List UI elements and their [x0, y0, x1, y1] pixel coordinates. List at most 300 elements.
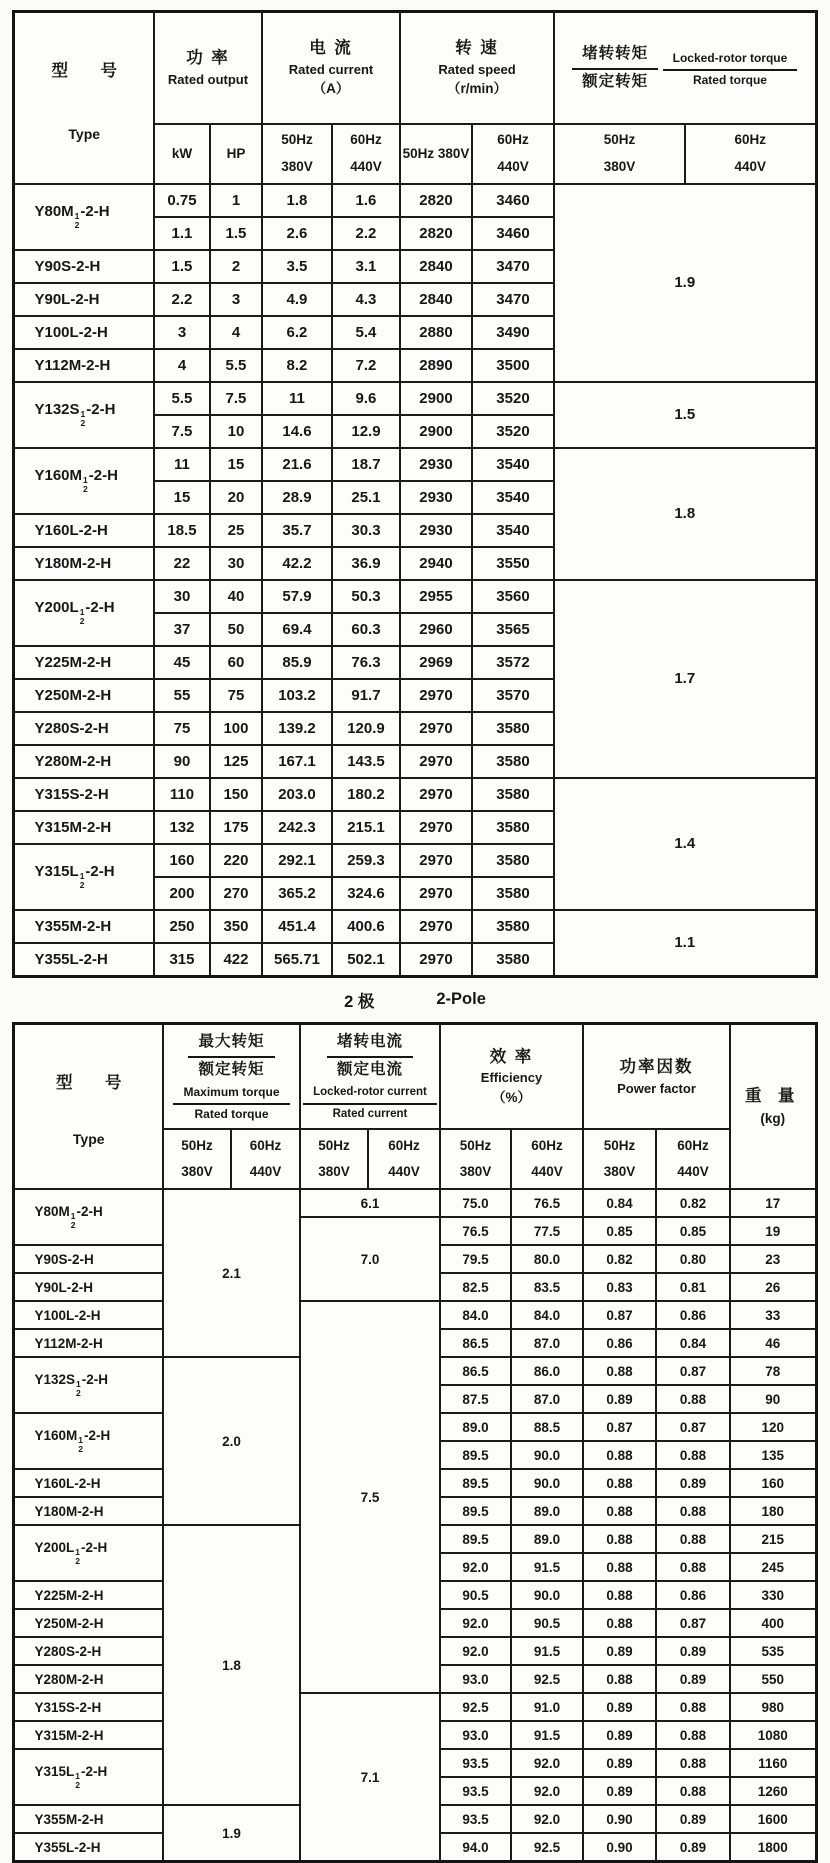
power-factor-50hz-cell: 0.84 [583, 1189, 656, 1217]
speed-60hz-cell: 3580 [472, 811, 554, 844]
torque-ratio-en-numerator: Locked-rotor torque [663, 50, 798, 71]
model-name-text: Y250M-2-H [34, 687, 111, 704]
output-hp-cell: 75 [210, 679, 262, 712]
current-60hz-cell: 215.1 [332, 811, 400, 844]
output-kw-cell: 315 [154, 943, 210, 977]
model-name-text: Y315L [34, 863, 78, 880]
efficiency-60hz-cell: 83.5 [511, 1273, 583, 1301]
subheader-lrc-60hz-440v: 60Hz 440V [368, 1129, 440, 1189]
speed-50hz-cell: 2940 [400, 547, 472, 580]
table-row [14, 382, 816, 415]
output-kw-cell: 37 [154, 613, 210, 646]
output-hp-cell: 175 [210, 811, 262, 844]
locked-rotor-torque-ratio-cell: 1.4 [554, 778, 816, 910]
type-column-header [14, 12, 154, 184]
model-name-text: Y132S [34, 401, 79, 418]
weight-kg-cell: 46 [730, 1329, 816, 1357]
current-50hz-cell: 3.5 [262, 250, 332, 283]
subheader-maxtorque-50hz-380v: 50Hz 380V [163, 1129, 231, 1189]
model-name-text: Y200L [34, 1540, 74, 1555]
locked-rotor-torque-ratio-header [554, 12, 816, 124]
weight-kg-cell: 1160 [730, 1749, 816, 1777]
output-hp-cell: 40 [210, 580, 262, 613]
speed-50hz-cell: 2955 [400, 580, 472, 613]
current-50hz-cell: 14.6 [262, 415, 332, 448]
rated-output-label-en: Rated output [155, 71, 261, 89]
speed-50hz-cell: 2930 [400, 448, 472, 481]
power-factor-50hz-cell: 0.88 [583, 1469, 656, 1497]
type-label-cn: 型 号 [15, 59, 153, 84]
model-type-cell [14, 514, 154, 547]
max-torque-ratio-cell: 1.9 [163, 1805, 300, 1862]
locked-rotor-torque-ratio-cell: 1.1 [554, 910, 816, 977]
efficiency-50hz-cell: 89.0 [440, 1413, 511, 1441]
current-50hz-cell: 69.4 [262, 613, 332, 646]
output-hp-cell: 422 [210, 943, 262, 977]
model-name-suffix: -2-H [77, 1204, 103, 1219]
model-size-variant-fraction: 1 2 [76, 1380, 81, 1398]
speed-50hz-cell: 2930 [400, 514, 472, 547]
rated-current-label-en: Rated current [263, 61, 399, 79]
model-size-variant-fraction: 1 2 [75, 1772, 80, 1790]
rated-current-header [262, 12, 400, 124]
power-factor-50hz-cell: 0.89 [583, 1777, 656, 1805]
output-hp-cell: 150 [210, 778, 262, 811]
power-factor-50hz-cell: 0.89 [583, 1637, 656, 1665]
power-factor-60hz-cell: 0.87 [656, 1609, 730, 1637]
speed-50hz-cell: 2890 [400, 349, 472, 382]
efficiency-50hz-cell: 76.5 [440, 1217, 511, 1245]
efficiency-60hz-cell: 84.0 [511, 1301, 583, 1329]
model-name-suffix: -2-H [81, 1540, 107, 1555]
current-50hz-cell: 2.6 [262, 217, 332, 250]
table1-header-main-row [14, 12, 816, 124]
torque-ratio-en-denominator: Rated torque [663, 71, 798, 88]
power-factor-60hz-cell: 0.89 [656, 1637, 730, 1665]
model-name-text: Y200L [34, 599, 78, 616]
model-type-cell [14, 250, 154, 283]
model-type-cell [14, 1637, 163, 1665]
model-name-text: Y225M-2-H [34, 654, 111, 671]
model-name-text: Y90S-2-H [34, 258, 100, 275]
speed-60hz-cell: 3540 [472, 448, 554, 481]
efficiency-60hz-cell: 80.0 [511, 1245, 583, 1273]
locked-rotor-torque-ratio-cell: 1.7 [554, 580, 816, 778]
power-factor-50hz-cell: 0.89 [583, 1693, 656, 1721]
power-factor-60hz-cell: 0.86 [656, 1301, 730, 1329]
power-factor-60hz-cell: 0.81 [656, 1273, 730, 1301]
model-name-text: Y180M-2-H [34, 1504, 103, 1519]
model-name-suffix: -2-H [82, 1372, 108, 1387]
model-type-cell [14, 910, 154, 943]
speed-60hz-cell: 3460 [472, 217, 554, 250]
output-hp-cell: 60 [210, 646, 262, 679]
output-kw-cell: 5.5 [154, 382, 210, 415]
speed-50hz-cell: 2930 [400, 481, 472, 514]
efficiency-50hz-cell: 79.5 [440, 1245, 511, 1273]
pole-caption [0, 978, 830, 1022]
model-type-cell [14, 1581, 163, 1609]
model-size-variant-fraction: 1 2 [81, 410, 86, 428]
output-kw-cell: 55 [154, 679, 210, 712]
model-name-text: Y355L-2-H [34, 951, 107, 968]
current-60hz-cell: 76.3 [332, 646, 400, 679]
model-size-variant-fraction: 1 2 [80, 608, 85, 626]
efficiency-50hz-cell: 89.5 [440, 1441, 511, 1469]
model-type-cell [14, 679, 154, 712]
efficiency-50hz-cell: 86.5 [440, 1357, 511, 1385]
model-name-text: Y315S-2-H [34, 786, 108, 803]
power-factor-60hz-cell: 0.87 [656, 1413, 730, 1441]
current-50hz-cell: 292.1 [262, 844, 332, 877]
output-kw-cell: 22 [154, 547, 210, 580]
output-hp-cell: 270 [210, 877, 262, 910]
power-factor-50hz-cell: 0.85 [583, 1217, 656, 1245]
current-50hz-cell: 57.9 [262, 580, 332, 613]
current-60hz-cell: 12.9 [332, 415, 400, 448]
efficiency-50hz-cell: 92.0 [440, 1609, 511, 1637]
current-50hz-cell: 167.1 [262, 745, 332, 778]
output-hp-cell: 20 [210, 481, 262, 514]
speed-50hz-cell: 2900 [400, 382, 472, 415]
current-60hz-cell: 36.9 [332, 547, 400, 580]
power-factor-50hz-cell: 0.88 [583, 1665, 656, 1693]
table-row [14, 448, 816, 481]
efficiency-60hz-cell: 92.0 [511, 1777, 583, 1805]
power-factor-50hz-cell: 0.89 [583, 1721, 656, 1749]
model-type-cell [14, 1301, 163, 1329]
speed-50hz-cell: 2840 [400, 250, 472, 283]
efficiency-60hz-cell: 89.0 [511, 1525, 583, 1553]
torque-ratio-en-fraction [663, 50, 798, 88]
current-60hz-cell: 50.3 [332, 580, 400, 613]
speed-60hz-cell: 3580 [472, 844, 554, 877]
output-kw-cell: 4 [154, 349, 210, 382]
output-hp-cell: 25 [210, 514, 262, 547]
efficiency-60hz-cell: 88.5 [511, 1413, 583, 1441]
output-hp-cell: 50 [210, 613, 262, 646]
max-torque-ratio-cell: 1.8 [163, 1525, 300, 1805]
subheader-kw: kW [154, 124, 210, 184]
speed-50hz-cell: 2970 [400, 910, 472, 943]
speed-60hz-cell: 3570 [472, 679, 554, 712]
current-50hz-cell: 139.2 [262, 712, 332, 745]
max-torque-cn-fraction [188, 1031, 274, 1081]
power-factor-60hz-cell: 0.89 [656, 1665, 730, 1693]
efficiency-60hz-cell: 90.0 [511, 1469, 583, 1497]
current-50hz-cell: 21.6 [262, 448, 332, 481]
pole-caption-cn: 2 极 [344, 988, 374, 1012]
model-name-text: Y90L-2-H [34, 1280, 93, 1295]
efficiency-50hz-cell: 90.5 [440, 1581, 511, 1609]
type-label-cn: 型 号 [15, 1071, 162, 1096]
subheader-speed-60hz-440v: 60Hz 440V [472, 124, 554, 184]
output-hp-cell: 2 [210, 250, 262, 283]
power-factor-50hz-cell: 0.90 [583, 1805, 656, 1833]
type-label-en: Type [15, 1130, 162, 1150]
output-kw-cell: 15 [154, 481, 210, 514]
current-60hz-cell: 1.6 [332, 184, 400, 217]
model-type-cell [14, 1497, 163, 1525]
speed-60hz-cell: 3565 [472, 613, 554, 646]
power-factor-50hz-cell: 0.88 [583, 1581, 656, 1609]
model-name-text: Y355L-2-H [34, 1840, 100, 1855]
power-factor-50hz-cell: 0.86 [583, 1329, 656, 1357]
model-type-cell [14, 1525, 163, 1581]
table-row [14, 778, 816, 811]
current-60hz-cell: 400.6 [332, 910, 400, 943]
model-size-variant-fraction: 1 2 [78, 1436, 83, 1454]
rated-output-header [154, 12, 262, 124]
current-60hz-cell: 324.6 [332, 877, 400, 910]
power-factor-60hz-cell: 0.80 [656, 1245, 730, 1273]
model-name-text: Y112M-2-H [34, 357, 110, 374]
model-name-suffix: -2-H [81, 1764, 107, 1779]
model-type-cell [14, 1665, 163, 1693]
power-factor-60hz-cell: 0.82 [656, 1189, 730, 1217]
model-size-variant-fraction: 1 2 [75, 1548, 80, 1566]
model-name-suffix: -2-H [89, 467, 118, 484]
rated-speed-label-en: Rated speed [401, 61, 553, 79]
efficiency-60hz-cell: 91.0 [511, 1693, 583, 1721]
weight-kg-cell: 120 [730, 1413, 816, 1441]
current-60hz-cell: 502.1 [332, 943, 400, 977]
model-type-cell [14, 1693, 163, 1721]
efficiency-50hz-cell: 87.5 [440, 1385, 511, 1413]
speed-60hz-cell: 3470 [472, 283, 554, 316]
speed-60hz-cell: 3580 [472, 778, 554, 811]
model-size-variant-fraction: 1 2 [75, 212, 80, 230]
output-kw-cell: 11 [154, 448, 210, 481]
model-type-cell [14, 712, 154, 745]
efficiency-50hz-cell: 75.0 [440, 1189, 511, 1217]
efficiency-50hz-cell: 86.5 [440, 1329, 511, 1357]
locked-rotor-current-ratio-cell: 7.1 [300, 1693, 440, 1862]
weight-kg-cell: 330 [730, 1581, 816, 1609]
speed-60hz-cell: 3520 [472, 415, 554, 448]
output-hp-cell: 125 [210, 745, 262, 778]
weight-kg-cell: 1800 [730, 1833, 816, 1862]
motor-spec-table-ratings [12, 10, 817, 978]
speed-60hz-cell: 3540 [472, 514, 554, 547]
current-60hz-cell: 259.3 [332, 844, 400, 877]
current-60hz-cell: 60.3 [332, 613, 400, 646]
weight-kg-cell: 19 [730, 1217, 816, 1245]
locked-rotor-current-ratio-cell: 7.5 [300, 1301, 440, 1693]
model-type-cell [14, 382, 154, 448]
subheader-speed-50hz-380v: 50Hz 380V [400, 124, 472, 184]
speed-50hz-cell: 2820 [400, 184, 472, 217]
speed-50hz-cell: 2840 [400, 283, 472, 316]
model-name-text: Y160M [34, 467, 82, 484]
model-name-suffix: -2-H [86, 401, 115, 418]
efficiency-60hz-cell: 91.5 [511, 1553, 583, 1581]
efficiency-header [440, 1023, 583, 1129]
speed-50hz-cell: 2970 [400, 712, 472, 745]
model-type-cell [14, 1609, 163, 1637]
efficiency-50hz-cell: 92.0 [440, 1637, 511, 1665]
subheader-eff-60hz-440v: 60Hz 440V [511, 1129, 583, 1189]
output-kw-cell: 200 [154, 877, 210, 910]
table-row [14, 910, 816, 943]
output-hp-cell: 350 [210, 910, 262, 943]
output-hp-cell: 220 [210, 844, 262, 877]
model-type-cell [14, 1805, 163, 1833]
model-name-text: Y225M-2-H [34, 1588, 103, 1603]
current-50hz-cell: 1.8 [262, 184, 332, 217]
motor-spec-table-performance [12, 1022, 817, 1863]
model-name-text: Y160L-2-H [34, 1476, 100, 1491]
weight-kg-cell: 23 [730, 1245, 816, 1273]
efficiency-50hz-cell: 84.0 [440, 1301, 511, 1329]
speed-60hz-cell: 3560 [472, 580, 554, 613]
model-type-cell [14, 1833, 163, 1862]
power-factor-50hz-cell: 0.88 [583, 1357, 656, 1385]
efficiency-60hz-cell: 89.0 [511, 1497, 583, 1525]
output-hp-cell: 5.5 [210, 349, 262, 382]
power-factor-50hz-cell: 0.89 [583, 1749, 656, 1777]
efficiency-60hz-cell: 87.0 [511, 1385, 583, 1413]
output-kw-cell: 1.5 [154, 250, 210, 283]
current-60hz-cell: 7.2 [332, 349, 400, 382]
model-name-text: Y180M-2-H [34, 555, 111, 572]
speed-50hz-cell: 2820 [400, 217, 472, 250]
speed-60hz-cell: 3470 [472, 250, 554, 283]
subheader-lrc-50hz-380v: 50Hz 380V [300, 1129, 368, 1189]
output-kw-cell: 7.5 [154, 415, 210, 448]
speed-60hz-cell: 3580 [472, 712, 554, 745]
rated-speed-header [400, 12, 554, 124]
power-factor-header [583, 1023, 730, 1129]
efficiency-50hz-cell: 92.5 [440, 1693, 511, 1721]
efficiency-60hz-cell: 91.5 [511, 1637, 583, 1665]
locked-rotor-current-ratio-cell: 7.0 [300, 1217, 440, 1301]
efficiency-60hz-cell: 86.0 [511, 1357, 583, 1385]
power-factor-50hz-cell: 0.89 [583, 1385, 656, 1413]
model-type-cell [14, 448, 154, 514]
output-kw-cell: 0.75 [154, 184, 210, 217]
power-factor-60hz-cell: 0.88 [656, 1525, 730, 1553]
power-factor-60hz-cell: 0.88 [656, 1721, 730, 1749]
speed-50hz-cell: 2880 [400, 316, 472, 349]
power-factor-60hz-cell: 0.85 [656, 1217, 730, 1245]
speed-60hz-cell: 3500 [472, 349, 554, 382]
output-hp-cell: 100 [210, 712, 262, 745]
current-60hz-cell: 9.6 [332, 382, 400, 415]
speed-60hz-cell: 3540 [472, 481, 554, 514]
model-type-cell [14, 844, 154, 910]
output-hp-cell: 1 [210, 184, 262, 217]
output-kw-cell: 2.2 [154, 283, 210, 316]
model-type-cell [14, 745, 154, 778]
output-kw-cell: 90 [154, 745, 210, 778]
subheader-pf-60hz-440v: 60Hz 440V [656, 1129, 730, 1189]
output-kw-cell: 45 [154, 646, 210, 679]
rated-current-label-cn: 电 流 [263, 36, 399, 61]
lrc-en-fraction [303, 1084, 437, 1121]
table-row [14, 184, 816, 217]
model-name-text: Y280M-2-H [34, 1672, 103, 1687]
current-50hz-cell: 11 [262, 382, 332, 415]
subheader-torque-60hz-440v: 60Hz 440V [685, 124, 816, 184]
power-factor-60hz-cell: 0.84 [656, 1329, 730, 1357]
weight-kg-cell: 1260 [730, 1777, 816, 1805]
efficiency-50hz-cell: 94.0 [440, 1833, 511, 1862]
current-60hz-cell: 143.5 [332, 745, 400, 778]
output-hp-cell: 15 [210, 448, 262, 481]
efficiency-50hz-cell: 93.5 [440, 1805, 511, 1833]
max-torque-ratio-cell: 2.0 [163, 1357, 300, 1525]
lrc-en-numerator: Locked-rotor current [303, 1084, 437, 1104]
table2-body [14, 1189, 816, 1862]
power-factor-50hz-cell: 0.83 [583, 1273, 656, 1301]
model-type-cell [14, 646, 154, 679]
model-name-text: Y280S-2-H [34, 1644, 101, 1659]
power-factor-60hz-cell: 0.88 [656, 1553, 730, 1581]
subheader-current-50hz-380v: 50Hz 380V [262, 124, 332, 184]
efficiency-60hz-cell: 90.0 [511, 1441, 583, 1469]
current-50hz-cell: 103.2 [262, 679, 332, 712]
current-60hz-cell: 5.4 [332, 316, 400, 349]
current-60hz-cell: 3.1 [332, 250, 400, 283]
pole-caption-en: 2-Pole [436, 990, 486, 1009]
speed-50hz-cell: 2970 [400, 943, 472, 977]
current-50hz-cell: 6.2 [262, 316, 332, 349]
model-name-text: Y100L-2-H [34, 1308, 100, 1323]
output-kw-cell: 18.5 [154, 514, 210, 547]
table1-header [14, 12, 816, 184]
speed-50hz-cell: 2970 [400, 811, 472, 844]
model-name-text: Y112M-2-H [34, 1336, 102, 1351]
power-factor-label-en: Power factor [584, 1080, 729, 1098]
subheader-torque-50hz-380v: 50Hz 380V [554, 124, 685, 184]
table-row [14, 1189, 816, 1217]
power-factor-50hz-cell: 0.90 [583, 1833, 656, 1862]
power-factor-50hz-cell: 0.88 [583, 1497, 656, 1525]
rated-speed-label-cn: 转 速 [401, 36, 553, 61]
model-name-text: Y250M-2-H [34, 1616, 103, 1631]
model-size-variant-fraction: 1 2 [80, 872, 85, 890]
efficiency-unit: （%） [441, 1088, 582, 1108]
table-row [14, 1693, 816, 1721]
weight-kg-cell: 980 [730, 1693, 816, 1721]
model-name-suffix: -2-H [85, 599, 114, 616]
speed-60hz-cell: 3520 [472, 382, 554, 415]
weight-kg-cell: 90 [730, 1385, 816, 1413]
efficiency-label-cn: 效 率 [441, 1045, 582, 1070]
subheader-hp: HP [210, 124, 262, 184]
locked-rotor-torque-ratio-cell: 1.5 [554, 382, 816, 448]
model-name-text: Y315M-2-H [34, 819, 111, 836]
speed-60hz-cell: 3490 [472, 316, 554, 349]
efficiency-60hz-cell: 91.5 [511, 1721, 583, 1749]
speed-50hz-cell: 2970 [400, 679, 472, 712]
current-50hz-cell: 4.9 [262, 283, 332, 316]
output-kw-cell: 1.1 [154, 217, 210, 250]
power-factor-60hz-cell: 0.89 [656, 1805, 730, 1833]
weight-kg-cell: 245 [730, 1553, 816, 1581]
output-hp-cell: 3 [210, 283, 262, 316]
efficiency-60hz-cell: 77.5 [511, 1217, 583, 1245]
model-type-cell [14, 1469, 163, 1497]
current-50hz-cell: 451.4 [262, 910, 332, 943]
power-factor-60hz-cell: 0.89 [656, 1469, 730, 1497]
power-factor-50hz-cell: 0.88 [583, 1553, 656, 1581]
model-type-cell [14, 1721, 163, 1749]
power-factor-60hz-cell: 0.88 [656, 1693, 730, 1721]
type-column-header [14, 1023, 163, 1189]
power-factor-50hz-cell: 0.87 [583, 1301, 656, 1329]
